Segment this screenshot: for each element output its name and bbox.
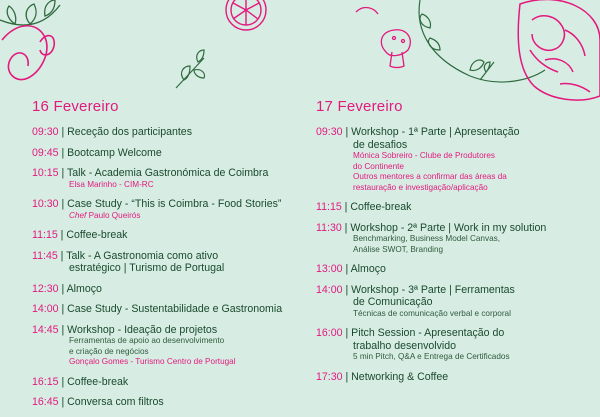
schedule-title: Case Study - “This is Coimbra - Food Stories”: [67, 198, 282, 210]
separator: |: [342, 283, 352, 296]
schedule-title: Almoço: [66, 282, 102, 295]
description-line: [316, 352, 596, 363]
schedule-time: 12:30: [32, 282, 59, 295]
schedule-line: [32, 126, 300, 139]
schedule-time: 11:15: [316, 201, 342, 213]
chef-prefix: Chef: [69, 210, 87, 220]
sub-text: Paulo Queirós: [86, 210, 141, 220]
speaker-line: [32, 180, 300, 191]
herb-sprig-icon: [0, 0, 60, 25]
schedule-title: Workshop - 3ª Parte | Ferramentas: [351, 283, 515, 296]
sub-text: Mónica Sobreiro - Clube de Produtores: [353, 151, 495, 160]
day-column-17-fevereiro: [316, 98, 596, 391]
separator: |: [58, 146, 68, 159]
schedule-title: estratégico | Turismo de Portugal: [69, 262, 225, 274]
schedule-time: 10:30: [32, 198, 59, 210]
sub-text: e criação de negócios: [69, 346, 149, 356]
separator: |: [58, 396, 68, 408]
schedule-title: Talk - Academia Gastronómica de Coimbra: [66, 167, 269, 179]
separator: |: [342, 327, 352, 339]
herb-sprig-icon: [176, 50, 205, 88]
day-title: 17 Fevereiro: [316, 98, 403, 115]
schedule-line: [32, 262, 300, 275]
schedule-item: [32, 147, 300, 160]
schedule-line: [32, 167, 300, 180]
schedule-title: Workshop - 1ª Parte | Apresentação: [351, 126, 520, 138]
orange-slice-icon: [226, 0, 266, 30]
schedule-item: [316, 201, 596, 214]
schedule-time: 10:15: [32, 167, 59, 179]
schedule-time: 11:15: [32, 229, 58, 241]
schedule-line: [32, 324, 300, 337]
schedule-line: [316, 222, 596, 235]
schedule-line: [316, 371, 596, 384]
schedule-line: [316, 201, 596, 214]
description-line: [32, 336, 300, 347]
schedule-time: 09:45: [32, 146, 59, 159]
speaker-line: [316, 162, 596, 173]
speaker-line: [316, 172, 596, 183]
schedule-item: [316, 126, 596, 193]
schedule-item: [32, 303, 300, 316]
schedule-title: Coffee-break: [350, 201, 412, 213]
sub-text: Outros mentores a confirmar das áreas da: [353, 172, 507, 181]
separator: |: [342, 126, 352, 138]
schedule-item: [32, 396, 300, 409]
separator: |: [58, 303, 68, 315]
schedule-time: 09:30: [32, 126, 59, 138]
day-column-16-fevereiro: [32, 98, 300, 417]
day-title: 16 Fevereiro: [32, 98, 119, 115]
sub-text: Técnicas de comunicação verbal e corporal: [353, 308, 511, 318]
speaker-line: [316, 183, 596, 194]
schedule-time: 14:45: [32, 323, 59, 336]
description-line: [316, 245, 596, 256]
separator: |: [342, 370, 352, 383]
schedule-time: 16:45: [32, 396, 59, 408]
schedule-line: [316, 284, 596, 297]
schedule-item: [32, 250, 300, 275]
schedule-title: Pitch Session - Apresentação do: [351, 327, 505, 339]
schedule-title: Networking & Coffee: [351, 370, 449, 383]
schedule-time: 11:30: [316, 221, 342, 234]
schedule-item: [32, 324, 300, 368]
schedule-time: 13:00: [316, 263, 343, 275]
schedule-item: [32, 167, 300, 190]
schedule-title: Receção dos participantes: [67, 126, 193, 138]
schedule-time: 14:00: [316, 283, 343, 296]
schedule-line: [316, 139, 596, 152]
schedule-line: [316, 263, 596, 276]
schedule-time: 17:30: [316, 370, 343, 383]
schedule-line: [32, 250, 300, 263]
separator: |: [57, 249, 67, 262]
schedule-title: Conversa com filtros: [67, 396, 164, 408]
schedule-title: Case Study - Sustentabilidade e Gastronomia: [67, 303, 283, 315]
schedule-title: Coffee-break: [67, 375, 129, 388]
speaker-line: [32, 357, 300, 368]
sub-text: Ferramentas de apoio ao desenvolvimento: [69, 336, 225, 345]
sub-text: do Continente: [353, 161, 404, 171]
schedule-line: [316, 296, 596, 309]
separator: |: [58, 282, 67, 295]
schedule-title: de Comunicação: [353, 296, 433, 308]
schedule-line: [32, 376, 300, 389]
food-illustrations: [0, 0, 600, 110]
schedule-item: [32, 283, 300, 296]
description-line: [32, 347, 300, 358]
separator: |: [58, 323, 68, 336]
schedule-item: [32, 198, 300, 221]
schedule-time: 14:00: [32, 303, 59, 315]
sub-text: Análise SWOT, Branding: [353, 244, 444, 254]
schedule-line: [32, 198, 300, 211]
schedule-item: [32, 126, 300, 139]
separator: |: [57, 229, 67, 241]
schedule-time: 16:15: [32, 375, 59, 388]
separator: |: [341, 201, 351, 213]
description-line: [316, 234, 596, 245]
separator: |: [341, 221, 351, 234]
sub-text: restauração e investigação/aplicação: [353, 182, 488, 192]
schedule-line: [316, 327, 596, 340]
schedule-title: Talk - A Gastronomia como ativo: [66, 249, 219, 262]
chili-pepper-icon: [2, 26, 54, 80]
mushroom-icon: [381, 30, 410, 68]
schedule-item: [316, 263, 596, 276]
schedule-item: [32, 376, 300, 389]
schedule-time: 11:45: [32, 249, 58, 262]
separator: |: [342, 263, 351, 275]
separator: |: [58, 126, 68, 138]
schedule-item: [316, 327, 596, 363]
schedule-title: trabalho desenvolvido: [353, 339, 457, 352]
schedule-line: [316, 126, 596, 139]
separator: |: [58, 198, 68, 210]
description-line: [316, 309, 596, 320]
schedule-title: Almoço: [350, 263, 386, 275]
schedule-title: Workshop - Ideação de projetos: [67, 323, 218, 336]
speaker-line: [32, 211, 300, 222]
schedule-time: 16:00: [316, 327, 343, 339]
schedule-time: 09:30: [316, 126, 343, 138]
schedule-line: [316, 340, 596, 353]
schedule-item: [316, 222, 596, 256]
sub-text: Benchmarking, Business Model Canvas,: [353, 234, 500, 243]
schedule-item: [32, 229, 300, 242]
separator: |: [58, 167, 67, 179]
schedule-item: [316, 371, 596, 384]
schedule-line: [32, 303, 300, 316]
sub-text: Elsa Marinho - CIM-RC: [69, 179, 154, 189]
speaker-line: [316, 151, 596, 162]
schedule-title: de desafios: [353, 138, 408, 151]
schedule-title: Coffee-break: [66, 229, 128, 241]
herb-sprig-icon: [419, 0, 545, 82]
schedule-title: Workshop - 2ª Parte | Work in my solution: [350, 221, 547, 234]
schedule-line: [32, 396, 300, 409]
cabbage-icon: [356, 0, 600, 100]
schedule-line: [32, 283, 300, 296]
sub-text: 5 min Pitch, Q&A e Entrega de Certificados: [353, 352, 510, 361]
sub-text: Gonçalo Gomes - Turismo Centro de Portugal: [69, 357, 236, 366]
separator: |: [58, 375, 68, 388]
schedule-line: [32, 229, 300, 242]
schedule-title: Bootcamp Welcome: [67, 146, 162, 159]
schedule-item: [316, 284, 596, 320]
schedule-line: [32, 147, 300, 160]
